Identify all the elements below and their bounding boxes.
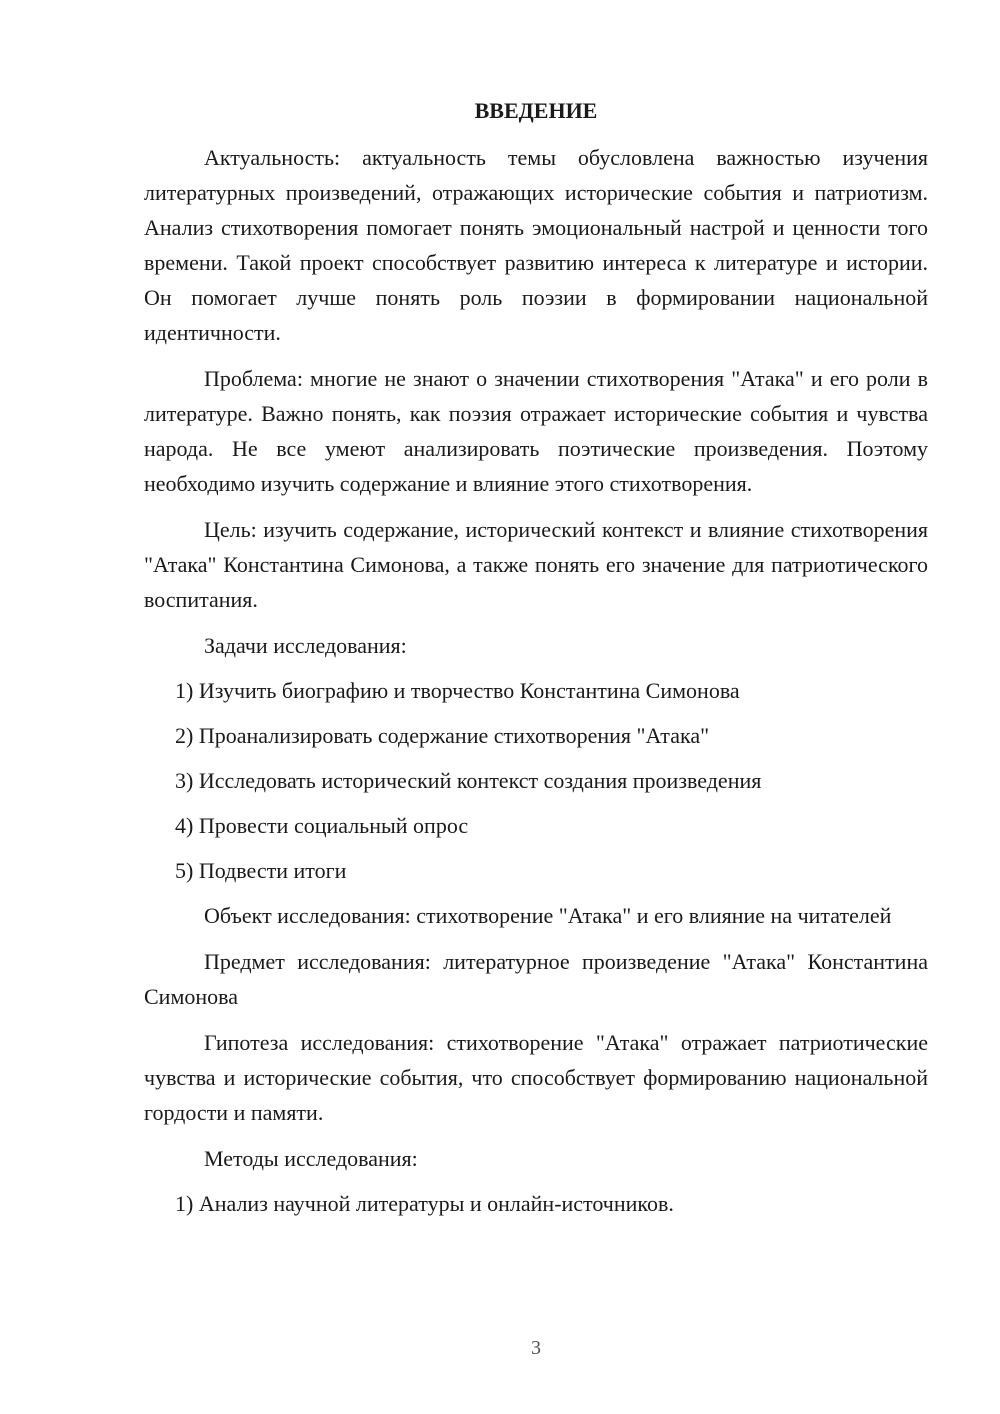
goal-paragraph: Цель: изучить содержание, исторический контекст и влияние стихотворения "Атака" Константина Симонова, а также понять его значение для патриотического воспитания. — [144, 517, 928, 612]
page-number: 3 — [531, 1337, 541, 1359]
methods-heading: Методы исследования: — [204, 1146, 418, 1171]
list-item: 3) Исследовать исторический контекст создания произведения — [175, 768, 762, 793]
problem-paragraph: Проблема: многие не знают о значении стихотворения "Атака" и его роли в литературе. Важно понять, как поэзия отражает исторические события и чувства народа. Не все умеют анализировать поэтические произведения. Поэтому необходимо изучить содержание и влияние этого стихотворения. — [144, 366, 928, 496]
page-title: ВВЕДЕНИЕ — [474, 98, 598, 123]
relevance-paragraph: Актуальность: актуальность темы обусловлена важностью изучения литературных произведений, отражающих исторические события и патриотизм. Анализ стихотворения помогает понять эмоциональный настрой и ценности того времени. Такой проект способствует развитию интереса к литературе и истории. Он помогает лучше понять роль поэзии в формировании национальной идентичности. — [144, 145, 928, 345]
object-paragraph: Объект исследования: стихотворение "Атака" и его влияние на читателей — [204, 903, 892, 928]
list-item: 4) Провести социальный опрос — [175, 813, 469, 838]
list-item: 1) Изучить биографию и творчество Константина Симонова — [175, 678, 740, 703]
list-item: 5) Подвести итоги — [175, 858, 347, 883]
subject-paragraph: Предмет исследования: литературное произведение "Атака" Константина Симонова — [144, 949, 928, 1009]
methods-list — [144, 1186, 928, 1221]
tasks-list — [144, 673, 928, 888]
list-item: 1) Анализ научной литературы и онлайн-источников. — [175, 1191, 674, 1216]
list-item: 2) Проанализировать содержание стихотворения "Атака" — [175, 723, 710, 748]
document-page — [144, 96, 928, 1231]
tasks-heading: Задачи исследования: — [204, 633, 407, 658]
hypothesis-paragraph: Гипотеза исследования: стихотворение "Атака" отражает патриотические чувства и исторические события, что способствует формированию национальной гордости и памяти. — [144, 1030, 928, 1125]
